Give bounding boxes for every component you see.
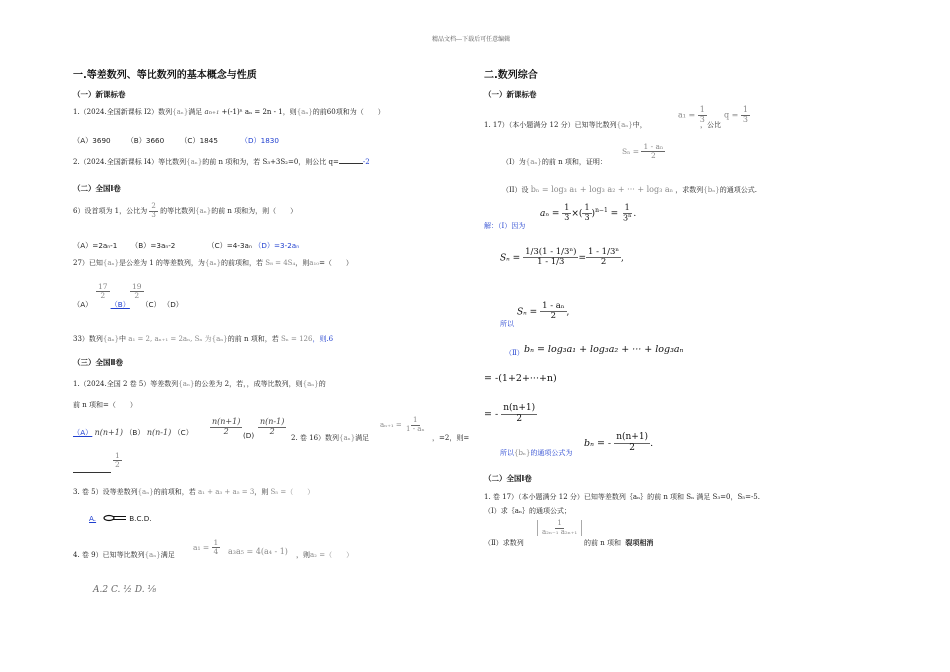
right-sol-so-label: 所以 [500,320,514,328]
left-q2b: 2. 卷 16）数列{aₙ}满足 [291,434,370,442]
left-q33: 33）数列{aₙ}中 a₁ = 2, aₙ₊₁ = 2aₙ, Sₙ 为{aₙ}的前 n 项和，若 Sₙ = 126，则.6 [73,335,334,343]
right-q2: 1. 卷 17）（本小题满分 12 分）已知等差数列｛aₙ｝的前 n 项和 Sₙ 满足 S₃=0，S₅=-5. [484,493,760,501]
left-q1b-frac2: $\frac{n(n-1)}{2}$ [260,417,285,436]
left-q1b: 1.（2024.全国 2 卷 5）等差数列{aₙ}的公差为 2，若，，成等比数列，则{aₙ}的 [73,380,326,388]
left-subsection-3: （三）全国Ⅱ卷 [73,358,123,367]
right-sol-end-formula: bₙ = - $\frac{n(n+1)}{2}$ . [584,432,654,453]
right-sol-sn: Sₙ = $\frac{\text{1/3(1 - 1/3ⁿ)}}{1 - 1/3}$ = $\frac{\text{1 - 1/3ⁿ}}{2}$ , [500,247,624,268]
q3-arrow-icon [103,514,127,524]
right-sol-line1: = -(1+2+···+n) [484,373,557,384]
left-q1b-options: （A） n(n+1) （B） n(n-1) （C） [73,428,193,437]
left-q2: 2.（2024.全国新课标 I4）等比数列{aₙ}的前 n 项和为，若 S₃+3S₂=0，则公比 q= -2 [73,158,370,166]
left-q1-options: （A）3690 （B）3660 （C）1845 （D）1830 [73,136,279,145]
right-q2-part2: （Ⅱ）求数列 [484,539,524,547]
left-section-title: 一.等差数列、等比数列的基本概念与性质 [73,70,257,81]
left-q4: 4. 卷 9）已知等比数列{aₙ}满足 [73,551,175,559]
right-sol-ii: bₙ = log₃a₁ + log₃a₂ + ··· + log₃aₙ [524,344,684,355]
left-q2b-end: ，=2，则= [432,434,470,442]
left-q3: 3. 卷 5）设等差数列{aₙ}的前项和，若 a₁ + a₃ + a₅ = 3，则 S₅ =（ ） [73,488,315,496]
right-sol-an: aₙ = $\frac{1}{3}$ ×( $\frac{1}{3}$ )$^{n-1}$ = $\frac{1}{3^n}$ . [540,203,637,223]
right-sol-end: 所以{bₙ}的通项公式为 [500,449,573,457]
right-section-title: 二.数列综合 [484,70,538,81]
left-q27: 27）已知{aₙ}是公差为 1 的等差数列，为{aₙ}的前项和，若 S₈ = 4S₄，则a₁₀=（ ） [73,259,353,267]
left-q27-frac1: $\frac{17}{2}$ [98,282,108,301]
left-q4-cond1: a₁ = $\frac{1}{4}$ [193,538,219,557]
left-q3-options: A. B.C.D. [89,514,152,524]
right-q1: 1. 17）（本小题满分 12 分）已知等比数列{aₙ}中， [484,121,647,129]
seq-brace: {aₙ} [172,108,189,116]
right-q2-part2-frac: $\frac{1}{\text{a₂ₙ₋₁ a₂ₙ₊₁}}$ [537,520,582,536]
right-sol-line2: = - $\frac{n(n+1)}{2}$ [484,403,536,424]
right-sol-ii-label: （Ⅱ） [505,349,524,357]
left-q1: 1.（2024.全国新课标 I2）数列{aₙ}满足 an+1 +(-1)ⁿ aₙ = 2n - 1，则{aₙ}的前60项和为（ ） [73,108,385,116]
page-header: 精品文档---下载后可任意编辑 [432,36,511,43]
left-q4-cond2: a₃a₅ = 4(a₄ - 1) [228,547,288,556]
left-q1b-opt-d: (D) [243,431,255,440]
right-q2-part1: （Ⅰ）求｛aₙ｝的通项公式； [484,507,571,515]
left-subsection-2: （二）全国Ⅰ卷 [73,184,121,193]
right-q1-part1-formula: Sₙ = $\frac{\text{1 - aₙ}}{2}$ [622,142,664,161]
left-q27-options: （A） （B） （C） （D） [73,300,183,309]
left-q4-options: A.2 C. ½ D. ⅛ [93,585,157,595]
left-q6-options: （A）=2aₙ-1 （B）=3aₙ-2 （C）=4-3aₙ （D）=3-2aₙ [73,241,300,250]
left-q6: 6）设首项为 1，公比为 $\frac{2}{3}$ 的等比数列{aₙ}的前 n 项和为，则（ ） [73,202,298,219]
right-sol-so: Sₙ = $\frac{\text{1 - aₙ}}{2}$ , [517,301,570,322]
right-q1-a1: a₁ = $\frac{1}{3}$ [678,105,705,124]
right-q1-q: q = $\frac{1}{3}$ [724,105,749,124]
left-subsection-1: （一）新课标卷 [73,90,126,99]
left-q27-frac2: $\frac{19}{2}$ [132,282,142,301]
right-q1-q-label: ，公比 [700,121,721,129]
right-sol-label: 解：（Ⅰ）因为 [484,222,526,230]
left-q2b-half: $\frac{1}{2}$ [115,451,120,470]
right-subsection-2: （二）全国Ⅰ卷 [484,474,532,483]
right-subsection-1: （一）新课标卷 [484,90,537,99]
left-q4-end: ，则a₂ =（ ） [296,551,354,559]
right-q2-part2-end: 的前 n 项和 裂项相消 [584,539,654,547]
left-q1b-line2: 前 n 项和=（ ） [73,401,137,409]
answer-d: （D）1830 [240,136,279,145]
left-q2b-cond: aₙ₊₁ = $\frac{1}{\text{1 - aₙ}}$ [380,416,425,433]
right-q1-part2: （II）设 bₙ = log₃ a₁ + log₃ a₂ + ··· + log₃ aₙ ，求数列{bₙ}的通项公式. [502,185,757,194]
left-q1b-frac1: $\frac{n(n+1)}{2}$ [212,417,241,436]
left-q2b-blank [73,467,111,475]
right-q1-part1: （I）为{aₙ}的前 n 项和，证明： [502,158,607,166]
